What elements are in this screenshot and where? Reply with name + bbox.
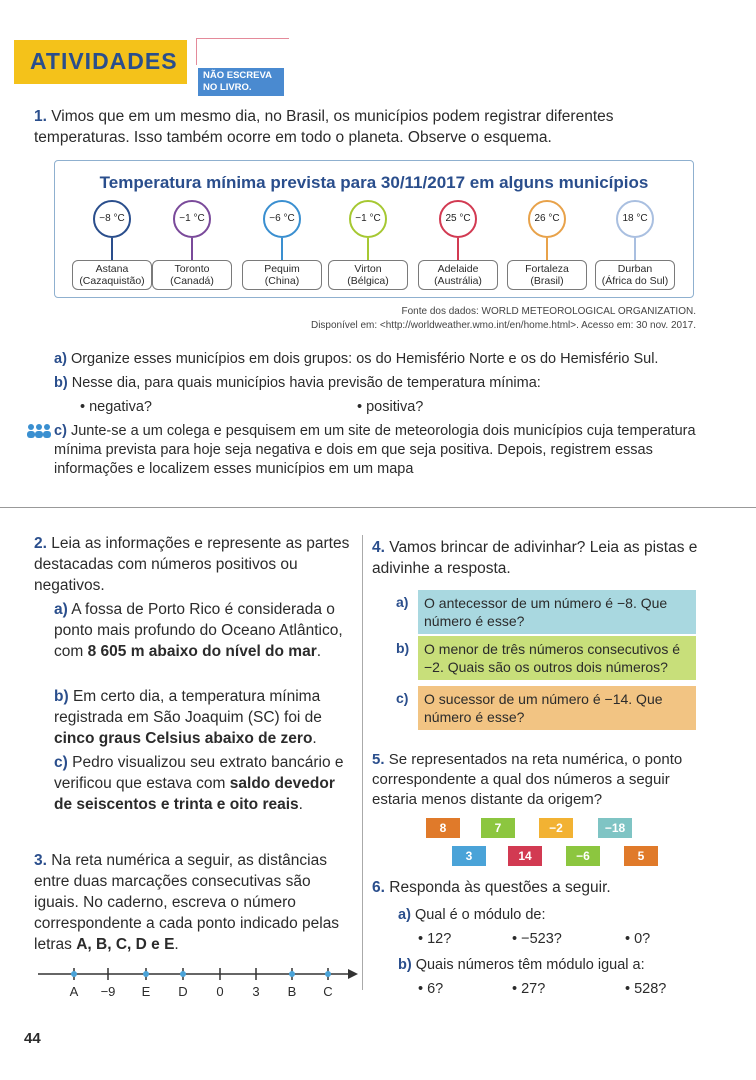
source-note [311,305,696,333]
q1-number: 1. [34,108,47,125]
source-line-2: Disponível em: <http://worldweather.wmo.int/en/home.html>. Acesso em: 30 nov. 2017. [310,320,696,331]
q4-item-letter: a) [396,594,409,610]
q5-number: 5. [372,751,385,768]
number-chip: 5 [624,846,658,866]
q1-item-b [54,374,714,393]
city-item [240,200,324,290]
source-line-1: Fonte dos dados: WORLD METEOROLOGICAL ORGANIZATION. [401,306,696,317]
q2-intro-text: Leia as informações e represente as partes destacadas com números positivos ou negativos. [34,535,350,594]
city-label [328,260,408,290]
city-item [593,200,677,290]
item-text-end: . [316,643,322,660]
badge-line-1: NÃO ESCREVA [203,70,272,81]
connector [191,238,193,260]
q1-item-c [54,422,700,479]
city-label [72,260,152,290]
city-name: Pequim [264,263,300,275]
q3-text [34,850,352,955]
city-country: (Cazaquistão) [79,275,145,287]
temperature-circle: −6 °C [263,200,301,238]
city-item [150,200,234,290]
item-bold: 8 605 m abaixo do nível do mar [87,643,317,660]
point-marker [71,971,77,977]
number-chip: 3 [452,846,486,866]
column-divider [362,535,363,990]
q6-b-option: • 27? [512,981,546,997]
connector [546,238,548,260]
city-item [70,200,154,290]
q5-text [372,750,712,810]
item-text-end: . [312,730,317,747]
temperature-circle: −1 °C [349,200,387,238]
q4-item-letter: b) [396,640,410,656]
q6-b-option: • 528? [625,981,667,997]
city-name: Virton [354,263,382,275]
city-item [505,200,589,290]
item-bold: cinco graus Celsius abaixo de zero [54,730,313,747]
q6-item-b [398,956,645,975]
item-letter: b) [398,957,412,973]
q6-intro-text: Responda às questões a seguir. [389,879,611,896]
city-country: (África do Sul) [601,275,669,287]
item-text: Em certo dia, a temperatura mínima registrada em São Joaquim (SC) foi de [54,688,322,726]
city-label [507,260,587,290]
city-country: (Canadá) [170,275,214,287]
q3-text-body: Na reta numérica a seguir, as distâncias entre duas marcações consecutivas são iguais. No caderno, escreva o número correspondente a cada ponto indicado pelas letras [34,852,340,953]
q4-clue-box: O sucessor de um número é −14. Que número é esse? [418,686,696,730]
q2-item-c [54,752,352,815]
temperature-circle: 18 °C [616,200,654,238]
city-country: (Bélgica) [347,275,389,287]
item-letter: a) [54,601,68,618]
q2-intro [34,533,352,596]
point-marker [180,971,186,977]
q1-b-option-positive: • positiva? [357,399,424,415]
number-chip: 14 [508,846,542,866]
city-label [152,260,232,290]
point-marker [289,971,295,977]
section-title: ATIVIDADES [30,48,178,74]
q4-clue-box: O antecessor de um número é −8. Que número é esse? [418,590,696,634]
tick-label: 0 [216,984,224,999]
connector [457,238,459,260]
q6-item-a [398,906,546,925]
item-text: Nesse dia, para quais municípios havia previsão de temperatura mínima: [71,375,541,391]
decorative-frame [196,38,289,65]
city-label [242,260,322,290]
number-chip: −2 [539,818,573,838]
city-item [416,200,500,290]
item-letter: c) [54,754,68,771]
tick-label: −9 [100,984,116,999]
item-letter: b) [54,375,68,391]
item-letter: a) [398,907,411,923]
q4-intro [372,537,712,579]
tick-label: D [178,984,188,999]
q1-b-option-negative: • negativa? [80,399,152,415]
city-name: Fortaleza [525,263,569,275]
q1-item-a [54,350,714,369]
temperature-circle: −1 °C [173,200,211,238]
q2-number: 2. [34,535,47,552]
q2-item-a [54,599,352,662]
item-text-end: . [298,796,303,813]
city-name: Durban [617,263,653,275]
q6-a-option: • 12? [418,931,452,947]
city-label [418,260,498,290]
pair-work-icon [26,423,52,444]
q5-text-body: Se representados na reta numérica, o ponto correspondente a qual dos números a seguir estaria menos distante da origem? [372,751,683,808]
point-marker [325,971,331,977]
no-write-badge [198,68,284,96]
chart-title: Temperatura mínima prevista para 30/11/2017 em alguns municípios [99,173,649,192]
item-letter: b) [54,688,69,705]
temperature-circle: −8 °C [93,200,131,238]
q1-intro [34,106,704,148]
tick-label: A [69,984,79,999]
number-chip: 8 [426,818,460,838]
q4-number: 4. [372,539,385,556]
number-line [36,960,358,1000]
q6-b-option: • 6? [418,981,444,997]
connector [281,238,283,260]
point-marker [143,971,149,977]
item-text: Quais números têm módulo igual a: [415,957,645,973]
city-name: Astana [95,263,129,275]
tick-label: 3 [252,984,260,999]
city-name: Adelaide [437,263,479,275]
q6-a-option: • 0? [625,931,651,947]
city-label [595,260,675,290]
connector [367,238,369,260]
item-letter: c) [54,423,67,439]
connector [634,238,636,260]
item-bold: saldo devedor de seiscentos e trinta e oito reais [54,775,335,813]
connector [111,238,113,260]
item-text: Pedro visualizou seu extrato bancário e verificou que estava com [54,754,344,792]
item-text: A fossa de Porto Rico é considerada o ponto mais profundo do Oceano Atlântico, com [54,601,343,660]
number-chip: −6 [566,846,600,866]
city-country: (Austrália) [434,275,482,287]
page-number: 44 [24,1030,41,1047]
item-letter: a) [54,351,67,367]
q1-intro-text: Vimos que em um mesmo dia, no Brasil, os municípios podem registrar diferentes temperaturas. Isso também ocorre em todo o planeta. Observe o esquema. [34,108,614,146]
q6-number: 6. [372,879,385,896]
section-divider [0,507,756,508]
city-country: (Brasil) [530,275,564,287]
q4-clue-box: O menor de três números consecutivos é −2. Quais são os outros dois números? [418,636,696,680]
number-chip: 7 [481,818,515,838]
city-item [326,200,410,290]
q6-a-option: • −523? [512,931,562,947]
tick-label: B [287,984,297,999]
item-text: Junte-se a um colega e pesquisem em um site de meteorologia dois municípios cuja temperatura mínima prevista para hoje seja negativa e dois em que seja positiva. Depois, registrem essas informações e localizem esses municípios em um mapa [54,423,696,477]
q3-number: 3. [34,852,47,869]
city-name: Toronto [174,263,210,275]
number-chip: −18 [598,818,632,838]
q4-item-letter: c) [396,690,409,706]
q3-text-end: . [174,936,179,953]
badge-line-2: NO LIVRO. [203,82,252,93]
q6-intro [372,877,712,898]
q2-item-b [54,686,352,749]
q4-intro-text: Vamos brincar de adivinhar? Leia as pistas e adivinhe a resposta. [372,539,698,577]
temperature-circle: 25 °C [439,200,477,238]
item-text: Organize esses municípios em dois grupos: os do Hemisfério Norte e os do Hemisfério Sul. [70,351,659,367]
item-text: Qual é o módulo de: [414,907,546,923]
city-country: (China) [264,275,300,287]
tick-label: C [323,984,333,999]
tick-label: E [141,984,151,999]
q3-letters: A, B, C, D e E [76,936,175,953]
temperature-circle: 26 °C [528,200,566,238]
